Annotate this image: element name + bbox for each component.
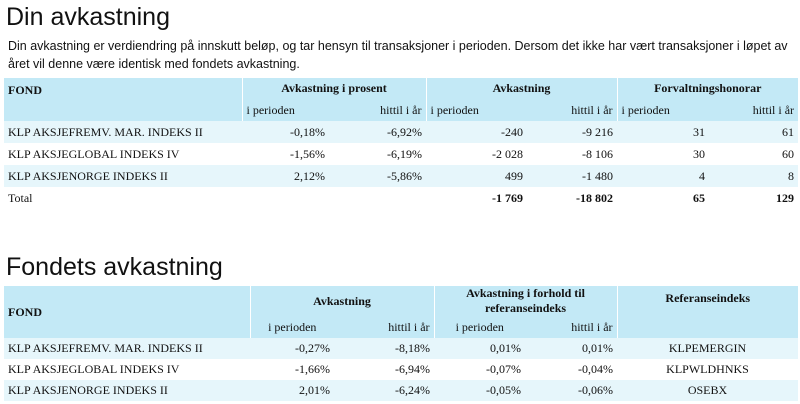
cell-ref-aar: 0,01%: [582, 341, 614, 355]
total-hon-periode: 65: [693, 190, 706, 205]
total-avk-periode: -1 769: [492, 190, 523, 205]
cell-avk-aar: -6,94%: [395, 362, 431, 376]
table-row: [4, 165, 798, 187]
cell-pct-aar: -6,19%: [387, 146, 422, 161]
cell-ref-aar: -0,04%: [578, 362, 614, 376]
cell-pct-periode: 2,12%: [294, 168, 325, 183]
cell-hon-periode: 4: [699, 168, 706, 183]
total-label: Total: [8, 190, 33, 205]
subheader-periode: i perioden: [242, 99, 329, 121]
cell-ref-aar: -0,06%: [578, 383, 614, 397]
total-row: [4, 187, 798, 209]
cell-indeks: OSEBX: [687, 383, 728, 397]
subheader-aar: hittil i år: [380, 102, 422, 117]
subheader-periode: i perioden: [426, 99, 527, 121]
cell-avk-periode: -2 028: [492, 146, 523, 161]
cell-fond: KLP AKSJENORGE INDEKS II: [8, 168, 168, 183]
col-fond-header: FOND: [8, 304, 42, 319]
cell-empty: [329, 187, 426, 209]
cell-hon-periode: 31: [693, 124, 706, 139]
col-fond-header: FOND: [8, 83, 42, 97]
section-description: Din avkastning er verdiendring på innskutt beløp, og tar hensyn til transaksjoner i perioden. Dersom det ikke har vært transaksjoner i løpet av året vil denne være identisk med fondets avkastning.: [8, 39, 788, 71]
group-header-forvaltningshonorar: Forvaltningshonorar: [617, 78, 798, 99]
section-title-din-avkastning: Din avkastning: [6, 3, 170, 31]
table-header-row: [4, 78, 798, 99]
cell-fond: KLP AKSJEFREMV. MAR. INDEKS II: [8, 341, 203, 355]
group-header-avkastning-referanseindeks: Avkastning i forhold til referanseindeks: [434, 286, 617, 316]
subheader-aar: hittil i år: [571, 102, 613, 117]
group-header-referanseindeks: Referanseindeks: [617, 286, 798, 338]
group-header-avkastning-prosent: Avkastning i prosent: [242, 78, 426, 99]
subheader-aar: hittil i år: [752, 102, 795, 117]
cell-avk-periode: -0,27%: [295, 341, 330, 355]
subheader-aar: hittil i år: [571, 319, 613, 334]
cell-indeks: KLPWLDHNKS: [666, 362, 749, 376]
cell-avk-periode: -240: [501, 124, 523, 139]
table-row: [4, 338, 798, 359]
din-avkastning-table: [4, 78, 798, 209]
cell-hon-aar: 60: [782, 146, 795, 161]
group-header-avkastning: Avkastning: [426, 78, 617, 99]
cell-avk-periode: 499: [505, 168, 523, 183]
cell-ref-periode: -0,07%: [486, 362, 522, 376]
cell-fond: KLP AKSJEFREMV. MAR. INDEKS II: [8, 124, 203, 139]
cell-hon-periode: 30: [693, 146, 706, 161]
cell-avk-periode: 2,01%: [299, 383, 330, 397]
table-header-row: [4, 286, 798, 316]
cell-avk-aar: -6,24%: [395, 383, 431, 397]
cell-pct-aar: -6,92%: [387, 124, 422, 139]
cell-avk-aar: -9 216: [582, 124, 614, 139]
cell-avk-aar: -8 106: [582, 146, 614, 161]
cell-hon-aar: 8: [788, 168, 795, 183]
cell-pct-aar: -5,86%: [387, 168, 422, 183]
cell-hon-aar: 61: [782, 124, 795, 139]
cell-pct-periode: -1,56%: [290, 146, 325, 161]
cell-empty: [242, 187, 329, 209]
table-row: [4, 359, 798, 380]
total-avk-aar: -18 802: [576, 190, 614, 205]
table-row: [4, 380, 798, 401]
cell-pct-periode: -0,18%: [290, 124, 325, 139]
cell-fond: KLP AKSJEGLOBAL INDEKS IV: [8, 362, 180, 376]
cell-avk-periode: -1,66%: [295, 362, 330, 376]
subheader-periode: i perioden: [250, 316, 334, 338]
cell-fond: KLP AKSJEGLOBAL INDEKS IV: [8, 146, 180, 161]
total-hon-aar: 129: [776, 190, 795, 205]
cell-fond: KLP AKSJENORGE INDEKS II: [8, 383, 168, 397]
subheader-aar: hittil i år: [388, 319, 430, 334]
fondets-avkastning-table: [4, 286, 798, 401]
cell-indeks: KLPEMERGIN: [668, 341, 747, 355]
group-header-avkastning: Avkastning: [250, 286, 434, 316]
table-row: [4, 121, 798, 143]
subheader-periode: i perioden: [617, 99, 709, 121]
table-row: [4, 143, 798, 165]
cell-ref-periode: -0,05%: [486, 383, 522, 397]
subheader-periode: i perioden: [434, 316, 525, 338]
cell-avk-aar: -1 480: [582, 168, 614, 183]
cell-ref-periode: 0,01%: [490, 341, 522, 355]
cell-avk-aar: -8,18%: [395, 341, 431, 355]
section-title-fondets-avkastning: Fondets avkastning: [6, 253, 223, 281]
